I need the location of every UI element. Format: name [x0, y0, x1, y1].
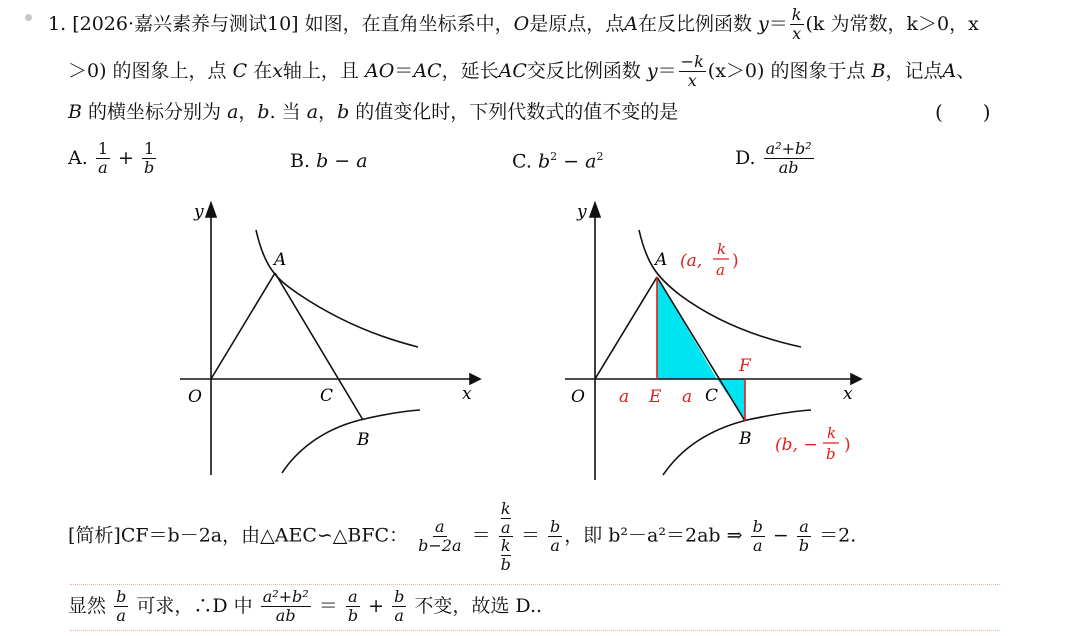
upper-hyperbola [256, 230, 418, 347]
svg-text:(a,: (a, [680, 251, 703, 271]
right-F-label: F [739, 356, 751, 376]
svg-text:a: a [716, 261, 725, 279]
analysis-line-1: [简析]CF＝b－2a，由△AEC∽△BFC： $\frac{a}{b-2a}$ ＝ k a k b ＝ $\frac{b}{a}$ ，即 b²－a²＝2ab ⇒ $\frac{b}{a}$ − $\frac{a}{b}$ ＝2. [68, 499, 857, 574]
svg-text:k: k [827, 424, 837, 442]
option-d[interactable]: D. $\frac{\text{a²+b²}}{ab}$ [735, 139, 812, 178]
divider-1 [70, 584, 1000, 585]
question-line-3: B 的横坐标分别为 a，b. 当 a，b 的值变化时，下列代数式的值不变的是 [68, 101, 679, 123]
fraction-negk-over-x: $\frac{-k}{x}$ [680, 52, 704, 91]
option-a[interactable]: A. $\frac{1}{a}$ + $\frac{1}{b}$ [68, 139, 155, 178]
option-b[interactable]: B. b − a [290, 150, 368, 172]
answer-blank: ( ) [935, 100, 991, 124]
svg-text:): ) [732, 251, 739, 271]
figure-right [555, 195, 885, 490]
segment-AB [275, 273, 363, 420]
svg-text:): ) [844, 435, 851, 455]
right-C-label: C [705, 386, 719, 406]
right-A-label: A [655, 250, 668, 270]
list-bullet [25, 14, 32, 21]
y-axis-arrow [590, 203, 600, 217]
segment-OA [211, 273, 275, 379]
question-source: [2026·嘉兴素养与测试10] [72, 12, 299, 35]
svg-text:k: k [717, 240, 727, 258]
question-line-1: 1. [2026·嘉兴素养与测试10] 如图，在直角坐标系中，O是原点，点A在反比例函数 y＝ $\frac{k}{x}$ (k 为常数，k＞0，x [48, 5, 979, 44]
x-axis-arrow [470, 374, 480, 384]
point-A-coordinate [680, 240, 739, 279]
ratio-k-a-over-k-b: k a k b [500, 499, 511, 574]
right-y-label: y [577, 202, 587, 222]
segment-a-label-2: a [682, 387, 693, 407]
question-line-2: ＞0) 的图象上，点 C 在x轴上，且 AO＝AC，延长AC交反比例函数 y＝ $\frac{-k}{x}$ (x＞0) 的图象于点 B，记点A、 [68, 52, 976, 91]
segment-OA [595, 277, 657, 379]
left-B-label: B [357, 430, 370, 450]
fraction-k-over-x: $\frac{k}{x}$ [791, 5, 802, 44]
divider-2 [70, 630, 1000, 631]
ratio-a-over-b-minus-2a: $\frac{a}{b-2a}$ [418, 516, 462, 556]
question-number: 1. [48, 12, 67, 35]
y-axis-arrow [206, 203, 216, 217]
left-O-label: O [188, 387, 202, 407]
svg-text:(b, −: (b, − [775, 435, 818, 455]
left-A-label: A [274, 250, 287, 270]
right-O-label: O [571, 387, 585, 407]
right-B-label: B [739, 429, 752, 449]
figure-left [170, 195, 490, 485]
point-B-coordinate [775, 424, 851, 463]
x-axis-arrow [851, 374, 861, 384]
segment-a-label-1: a [619, 387, 630, 407]
svg-text:b: b [826, 445, 836, 463]
lower-hyperbola [282, 410, 420, 473]
left-C-label: C [320, 386, 334, 406]
analysis-line-2: 显然 $\frac{b}{a}$ 可求，∴D 中 $\frac{\text{a²+b²}}{ab}$ ＝ $\frac{a}{b}$ + $\frac{b}{a}$ 不变，故选 D.. [68, 587, 543, 626]
option-c[interactable]: C. $b^2 - a^2$ [512, 150, 604, 173]
right-x-label: x [843, 384, 853, 404]
left-x-label: x [462, 384, 472, 404]
left-y-label: y [194, 202, 204, 222]
right-E-label: E [649, 387, 662, 407]
